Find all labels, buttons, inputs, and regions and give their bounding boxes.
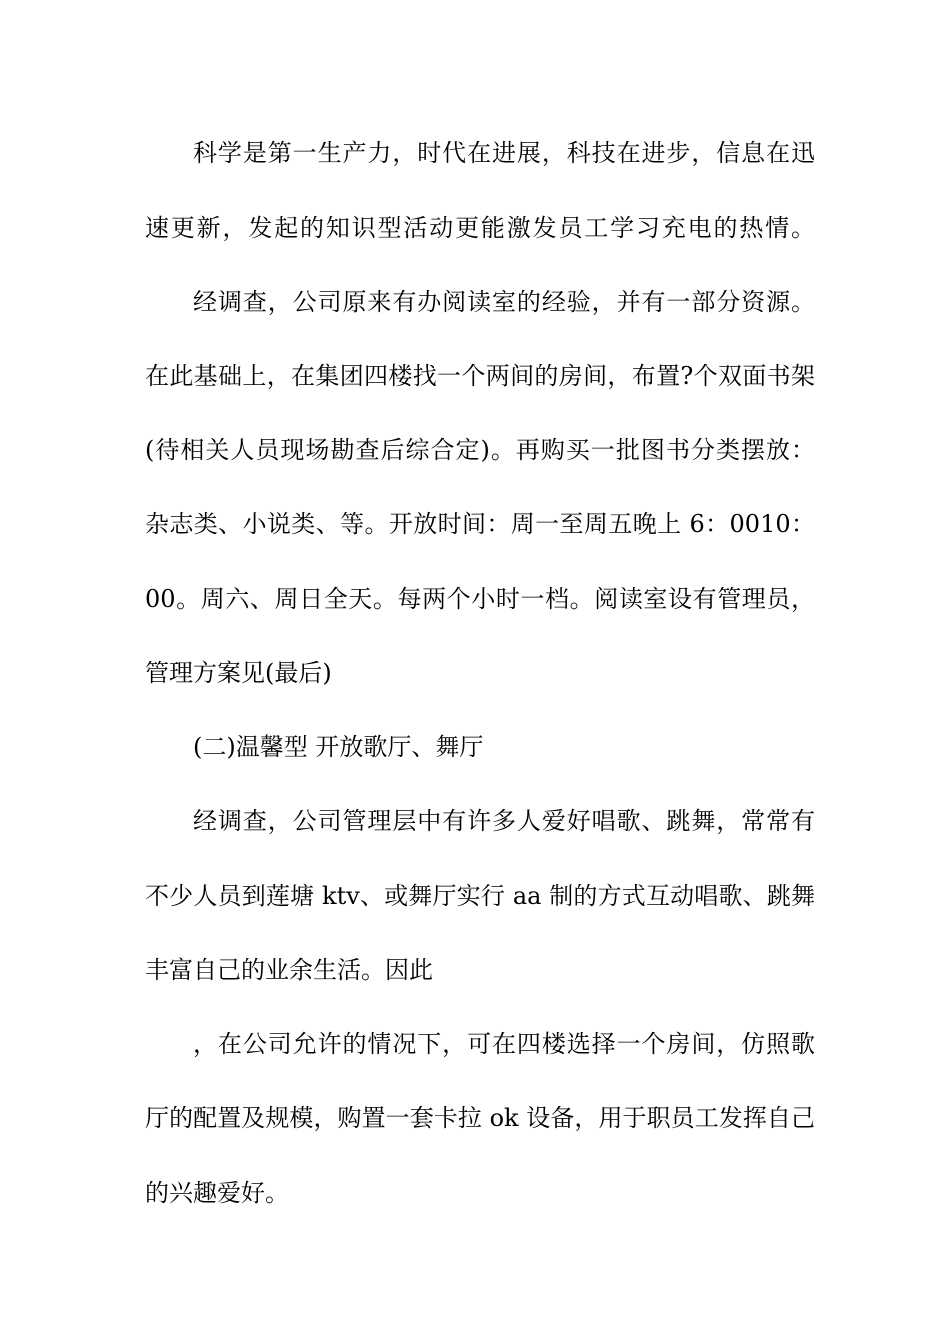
paragraph-line: 科学是第一生产力，时代在进展，科技在进步，信息在迅 xyxy=(193,139,815,167)
paragraph-line: 厅的配置及规模，购置一套卡拉 ok 设备，用于职员工发挥自己 xyxy=(145,1104,815,1132)
paragraph-line: 管理方案见(最后) xyxy=(145,659,332,687)
paragraph-line: 在此基础上，在集团四楼找一个两间的房间，布置?个双面书架 xyxy=(145,362,815,390)
paragraph-line: 速更新，发起的知识型活动更能激发员工学习充电的热情。 xyxy=(145,214,815,242)
paragraph-line: (待相关人员现场勘查后综合定)。再购买一批图书分类摆放： xyxy=(145,436,815,464)
paragraph-line: 不少人员到莲塘 ktv、或舞厅实行 aa 制的方式互动唱歌、跳舞 xyxy=(145,882,815,910)
paragraph-line: 经调查，公司原来有办阅读室的经验，并有一部分资源。 xyxy=(193,288,815,316)
paragraph-line: 丰富自己的业余生活。因此 xyxy=(145,956,433,984)
paragraph-line: 00。周六、周日全天。每两个小时一档。阅读室设有管理员， xyxy=(145,585,815,613)
paragraph-line: 的兴趣爱好。 xyxy=(145,1179,289,1207)
paragraph-line: 经调查，公司管理层中有许多人爱好唱歌、跳舞，常常有 xyxy=(193,807,815,835)
section-heading: (二)温馨型 开放歌厅、舞厅 xyxy=(193,733,484,761)
paragraph-line: ，在公司允许的情况下，可在四楼选择一个房间，仿照歌 xyxy=(193,1030,815,1058)
paragraph-line: 杂志类、小说类、等。开放时间：周一至周五晚上 6：0010： xyxy=(145,510,815,538)
